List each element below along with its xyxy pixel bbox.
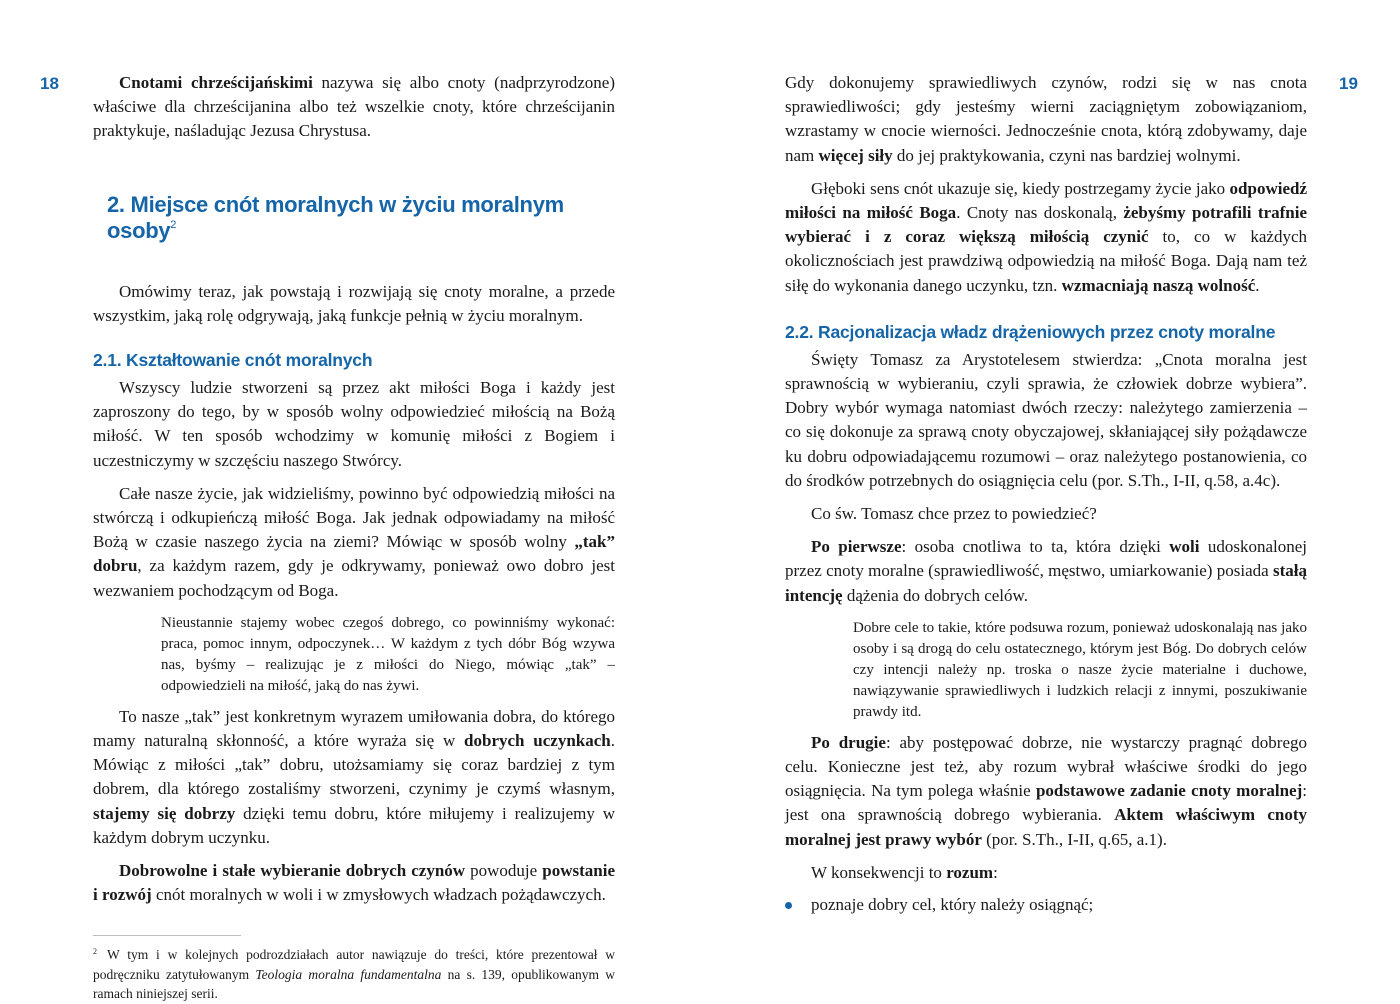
book-title: Teologia moralna fundamentalna	[255, 966, 442, 982]
text: To nasze „tak” jest konkretnym wyrazem umiłowania dobra, do którego mamy naturalną skłonność, a które wyraża się w	[93, 706, 615, 751]
text: dzięki temu dobru, które miłujemy i realizujemy w każdym dobrym uczynku.	[93, 803, 615, 847]
heading-text: 2. Miejsce cnót moralnych w życiu moralnym osoby	[107, 191, 564, 243]
text: dążenia do dobrych celów.	[842, 585, 1028, 605]
text: cnót moralnych w woli i w zmysłowych władzach pożądawczych.	[151, 885, 606, 905]
text: . Mówiąc z miłości „tak” dobru, utożsamiamy się coraz bardziej z tym dobrem, dla którego zostaliśmy stworzeni, czynimy je czymś własnym,	[93, 731, 615, 799]
paragraph	[785, 535, 1307, 608]
block-quote	[853, 618, 1307, 723]
right-page	[700, 0, 1400, 997]
footnote-divider	[93, 935, 241, 936]
footnote	[93, 942, 615, 1004]
bold-term: podstawowe zadanie cnoty moralnej	[1035, 781, 1303, 801]
paragraph	[93, 705, 615, 850]
text: Głęboki sens cnót ukazuje się, kiedy postrzegamy życie jako	[811, 178, 1230, 198]
bullet-icon	[785, 902, 792, 909]
bold-term: Po drugie	[811, 732, 886, 752]
footnote-number: 2	[93, 947, 97, 957]
bold-term: wzmacniają naszą wolność	[1061, 275, 1256, 295]
right-text-column	[785, 71, 1307, 917]
text: udoskonalonej przez cnoty moralne (sprawiedliwość, męstwo, umiarkowanie) posiada	[785, 537, 1307, 581]
text: Gdy dokonujemy sprawiedliwych czynów, rodzi się w nas cnota sprawiedliwości; gdy jesteśmy wierni zaciągniętym zobowiązaniom, wzrastamy w cnocie wierności. Jednocześnie cnota, którą zdobywamy, daje nam	[785, 73, 1307, 165]
text: Całe nasze życie, jak widzieliśmy, powinno być odpowiedzią miłości na stwórczą i odkupieńczą miłość Boga. Jak jednak odpowiadamy na miłość Bożą w czasie naszego życia na ziemi? Mówiąc w sposób wolny	[93, 483, 615, 552]
text: :	[993, 862, 998, 882]
paragraph	[93, 482, 615, 603]
left-page	[0, 0, 700, 1002]
block-quote	[161, 613, 615, 697]
text: W tym i w kolejnych podrozdziałach autor nawiązuje do treści, które prezentował w podręczniku zatytułowanym	[93, 947, 615, 982]
bold-term: odpowiedź miłości na miłość Boga	[785, 178, 1307, 223]
bold-term: rozum	[946, 862, 994, 882]
quote-text: Dobre cele to takie, które podsuwa rozum, ponieważ udoskonalają nas jako osoby i są drogą do celu ostatecznego, którym jest Bóg. Do dobrych celów czy intencji należy np. troska o nasze życie materialne i duchowe, nawiązywanie sprawiedliwych i ludzkich relacji z innymi, poszukiwanie prawdy itd.	[853, 619, 1307, 720]
text: na s. 139, opublikowanym w ramach niniejszej serii.	[93, 966, 615, 1002]
paragraph	[785, 861, 1307, 885]
subsection-heading: 2.1. Kształtowanie cnót moralnych	[93, 350, 373, 371]
list-item-text: poznaje dobry cel, który należy osiągnąć;	[811, 895, 1094, 915]
quote-text: Nieustannie stajemy wobec czegoś dobrego, co powinniśmy wykonać: praca, pomoc innym, odpoczynek… W każdym z tych dóbr Bóg wzywa nas, byśmy – realizując je z miłości do Niego, mówiąc „tak” – odpowiedzieli na miłość, jaką do nas żywi.	[161, 614, 615, 694]
paragraph	[93, 859, 615, 907]
text: .	[1255, 275, 1260, 295]
bold-term: Aktem właściwym cnoty moralnej jest prawy wybór	[785, 805, 1307, 849]
bold-term: stajemy się dobrzy	[93, 803, 236, 823]
footnote-ref[interactable]: 2	[170, 218, 177, 231]
section-heading	[107, 192, 615, 244]
subsection-heading: 2.2. Racjonalizacja władz drążeniowych przez cnoty moralne	[785, 321, 1276, 342]
text: : aby postępować dobrze, nie wystarczy pragnąć dobrego celu. Konieczne jest też, aby rozum wybrał właściwe środki do jego osiągnięcia. Na tym polega właśnie	[785, 732, 1307, 801]
bold-term: stałą intencję	[785, 561, 1307, 605]
page-number: 19	[1339, 74, 1358, 93]
page-number: 18	[40, 74, 59, 93]
section-intro-paragraph: Omówimy teraz, jak powstają i rozwijają się cnoty moralne, a przede wszystkim, jaką rolę odgrywają, jaką funkcje pełnią w życiu moralnym.	[93, 281, 615, 325]
bold-term: żebyśmy potrafili trafnie wybierać i z coraz większą miłością czynić	[785, 203, 1307, 247]
text: to, co w każdych okolicznościach jest prawdziwą odpowiedzią na miłość Boga. Dają nam też siłę do wykonania danego uczynku, tzn.	[785, 227, 1308, 295]
bold-term: woli	[1169, 537, 1200, 557]
bold-term: „tak” dobru	[93, 532, 615, 576]
paragraph	[785, 177, 1307, 298]
text: , za każdym razem, gdy je odkrywamy, ponieważ owo dobro jest wezwaniem pochodzącym od Boga.	[93, 556, 615, 600]
intro-paragraph	[93, 71, 615, 144]
bold-term: Dobrowolne i stałe wybieranie dobrych czynów	[119, 861, 466, 881]
paragraph	[785, 71, 1307, 168]
text: : jest ona sprawnością dobrego wybierania.	[785, 781, 1308, 825]
text: (por. S.Th., I-II, q.65, a.1).	[981, 829, 1167, 849]
paragraph: Wszyscy ludzie stworzeni są przez akt miłości Boga i każdy jest zaproszony do tego, by w sposób wolny odpowiedzieć miłością na Bożą miłość. W ten sposób wchodzimy w komunię miłości z Bogiem i uczestniczymy w szczęściu naszego Stwórcy.	[93, 378, 615, 470]
bold-term: powstanie i rozwój	[93, 861, 615, 905]
text: powoduje	[465, 861, 543, 881]
text: W konsekwencji to	[811, 862, 947, 882]
bold-term: więcej siły	[818, 145, 893, 165]
bold-term: Po pierwsze	[811, 537, 902, 557]
paragraph: Co św. Tomasz chce przez to powiedzieć?	[811, 504, 1097, 524]
left-text-column	[93, 71, 615, 1004]
text: do jej praktykowania, czyni nas bardziej wolnymi.	[892, 145, 1241, 165]
text: nazywa się albo cnoty (nadprzyrodzone) właściwe dla chrześcijanina albo też wszelkie cnoty, które chrześcijanin praktykuje, naśladując Jezusa Chrystusa.	[93, 73, 615, 141]
text: . Cnoty nas doskonalą,	[956, 203, 1124, 223]
text: : osoba cnotliwa to ta, która dzięki	[901, 537, 1170, 557]
paragraph	[785, 731, 1307, 852]
paragraph: Święty Tomasz za Arystotelesem stwierdza: „Cnota moralna jest sprawnością w wybieraniu, czyli sprawia, że człowiek dobrze wybiera”. Dobry wybór wymaga natomiast dwóch rzeczy: należytego zamierzenia – co się dokonuje za sprawą cnoty obyczajowej, skłaniającej siły pożądawcze ku dobru odpowiadającemu rozumowi – oraz należytego postanowienia, co do środków potrzebnych do osiągnięcia celu (por. S.Th., I-II, q.58, a.4c).	[785, 349, 1307, 490]
list-item	[785, 893, 1307, 917]
bold-term: dobrych uczynkach	[464, 731, 611, 751]
bold-term: Cnotami chrześcijańskimi	[119, 73, 313, 92]
